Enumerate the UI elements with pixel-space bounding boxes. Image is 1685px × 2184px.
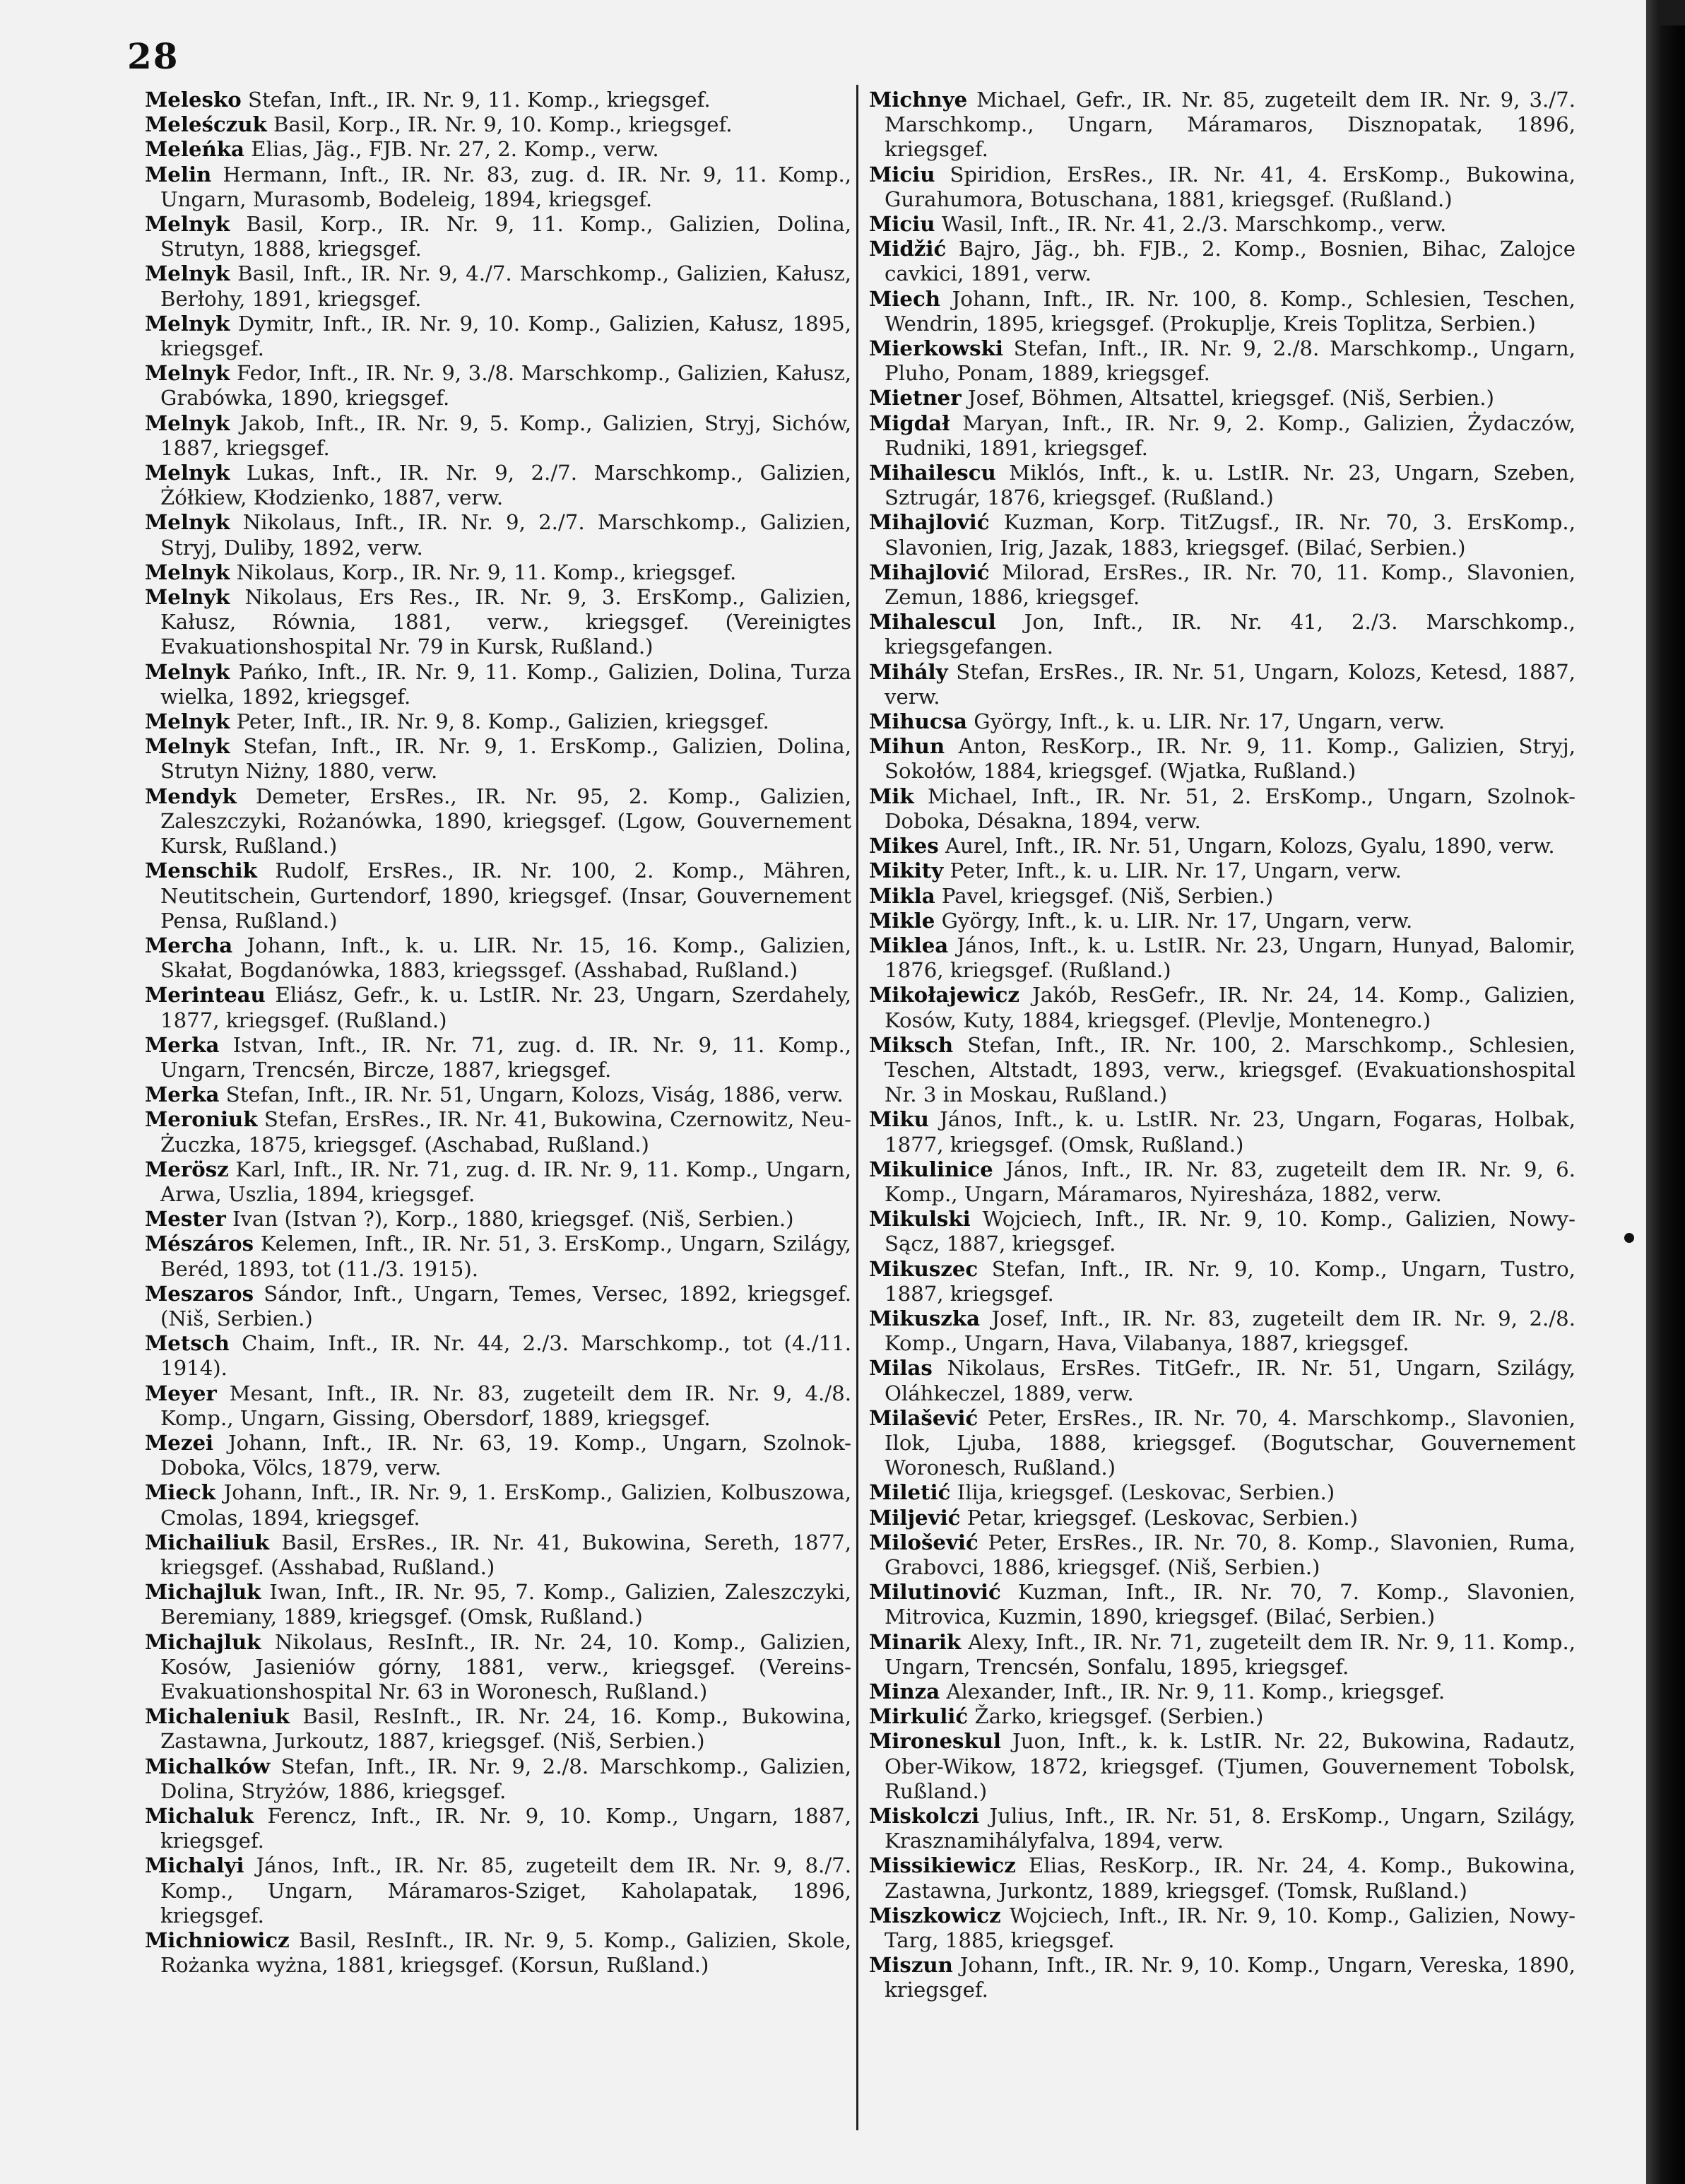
entry-surname: Michalyi [145,1853,244,1878]
entry-details: Maryan, Inft., IR. Nr. 9, 2. Komp., Galizien, Żydaczów, Rudniki, 1891, kriegsgef. [885,411,1576,460]
entry-surname: Mihucsa [869,709,967,734]
entry-surname: Mihun [869,734,945,759]
entry-details: Pańko, Inft., IR. Nr. 9, 11. Komp., Galizien, Dolina, Turza wielka, 1892, kriegsgef. [160,659,852,709]
entry-details: Karl, Inft., IR. Nr. 71, zug. d. IR. Nr. 9, 11. Komp., Ungarn, Arwa, Uszlia, 1894, kriegsgef. [160,1157,852,1206]
register-entry [869,1480,1575,1505]
entry-surname: Melnyk [145,411,230,435]
entry-details: Johann, Inft., IR. Nr. 63, 19. Komp., Ungarn, Szolnok-Doboka, Völcs, 1879, verw. [160,1430,852,1480]
page-number: 28 [127,35,179,77]
entry-details: Juon, Inft., k. k. LstIR. Nr. 22, Bukowina, Radautz, Ober-Wikow, 1872, kriegsgef. (Tjumen, Gouvernement Tobolsk, Rußland.) [885,1729,1576,1803]
entry-surname: Miskolczi [869,1804,980,1829]
register-entry [145,1853,851,1928]
entry-details: Wasil, Inft., IR. Nr. 41, 2./3. Marschkomp., verw. [941,212,1447,237]
entry-surname: Mészáros [145,1232,254,1256]
entry-surname: Mihalescul [869,610,996,634]
entry-surname: Metsch [145,1331,230,1356]
register-entry [145,361,851,411]
register-entry [145,1082,851,1107]
register-entry [869,884,1575,909]
register-entry [869,1157,1575,1207]
entry-details: Peter, Inft., k. u. LIR. Nr. 17, Ungarn, verw. [950,858,1402,883]
register-entry [869,287,1575,336]
register-entry [145,1232,851,1281]
register-entry [869,1804,1575,1853]
entry-details: Stefan, Inft., IR. Nr. 9, 2./8. Marschkomp., Ungarn, Pluho, Ponam, 1889, kriegsgef. [885,336,1575,386]
register-entry [145,112,851,137]
entry-details: Anton, ResKorp., IR. Nr. 9, 11. Komp., Galizien, Stryj, Sokołów, 1884, kriegsgef. (Wjatka, Rußland.) [885,734,1575,784]
entry-surname: Mik [869,784,914,808]
register-entry [869,1207,1575,1256]
register-entry [145,1480,851,1530]
entry-details: János, Inft., k. u. LstIR. Nr. 23, Ungarn, Fogaras, Holbak, 1877, kriegsgef. (Omsk, Rußland.) [885,1107,1575,1157]
register-entry [145,1928,851,1978]
entry-surname: Melnyk [145,461,230,485]
entry-details: Peter, Inft., IR. Nr. 9, 8. Komp., Galizien, kriegsgef. [236,709,769,734]
entry-details: Petar, kriegsgef. (Leskovac, Serbien.) [966,1505,1358,1530]
register-entry [145,1530,851,1580]
entry-surname: Michnye [869,88,968,112]
entry-surname: Melnyk [145,261,230,286]
entry-surname: Miksch [869,1032,954,1057]
entry-details: Johann, Inft., IR. Nr. 9, 10. Komp., Ungarn, Vereska, 1890, kriegsgef. [885,1953,1575,2002]
entry-surname: Milas [869,1356,933,1381]
entry-details: Ivan (Istvan ?), Korp., 1880, kriegsgef. (Niš, Serbien.) [232,1207,794,1232]
register-entry [145,510,851,560]
register-entry [869,660,1575,709]
entry-surname: Melnyk [145,361,230,386]
entry-details: Stefan, Inft., IR. Nr. 9, 10. Komp., Ungarn, Tustro, 1887, kriegsgef. [885,1256,1576,1306]
entry-details: Milorad, ErsRes., IR. Nr. 70, 11. Komp., Slavonien, Zemun, 1886, kriegsgef. [885,560,1575,610]
entry-details: Ferencz, Inft., IR. Nr. 9, 10. Komp., Ungarn, 1887, kriegsgef. [160,1804,851,1853]
entry-details: Elias, ResKorp., IR. Nr. 24, 4. Komp., Bukowina, Zastawna, Jurkontz, 1889, kriegsgef. (Tomsk, Rußland.) [885,1853,1576,1903]
entry-surname: Mikulinice [869,1157,993,1181]
entry-details: Nikolaus, ErsRes. TitGefr., IR. Nr. 51, Ungarn, Szilágy, Oláhkeczel, 1889, verw. [885,1356,1575,1405]
entry-details: Mesant, Inft., IR. Nr. 83, zugeteilt dem IR. Nr. 9, 4./8. Komp., Ungarn, Gissing, Obersdorf, 1889, kriegsgef. [160,1381,851,1430]
register-entry [869,237,1575,286]
register-entry [869,386,1575,411]
entry-details: János, Inft., k. u. LstIR. Nr. 23, Ungarn, Hunyad, Balomir, 1876, kriegsgef. (Rußland.) [885,933,1575,983]
register-entry [869,510,1575,560]
register-entry [869,1107,1575,1157]
register-entry [869,734,1575,784]
register-entry [145,137,851,162]
entry-details: Kelemen, Inft., IR. Nr. 51, 3. ErsKomp., Ungarn, Szilágy, Beréd, 1893, tot (11./3. 1915). [160,1232,852,1281]
entry-surname: Mikuszka [869,1306,980,1330]
register-entry [145,858,851,933]
entry-details: Wojciech, Inft., IR. Nr. 9, 10. Komp., Galizien, Nowy-Sącz, 1887, kriegsgef. [885,1207,1576,1256]
entry-surname: Merinteau [145,983,266,1008]
register-entry [145,660,851,709]
right-column [869,88,1575,2130]
entry-details: Stefan, Inft., IR. Nr. 100, 2. Marschkomp., Schlesien, Teschen, Altstadt, 1893, verw., kriegsgef. (Evakuationshospital Nr. 3 in Moskau, Rußland.) [885,1032,1575,1107]
entry-surname: Miciu [869,162,935,187]
entry-details: Žarko, kriegsgef. (Serbien.) [974,1704,1264,1729]
entry-surname: Midžić [869,237,947,261]
entry-surname: Michniowicz [145,1928,290,1953]
register-entry [145,312,851,361]
ink-speck [1624,1233,1634,1243]
entry-surname: Miech [869,286,940,311]
register-entry [869,709,1575,734]
entry-surname: Merösz [145,1157,229,1181]
entry-surname: Minarik [869,1629,962,1654]
entry-details: Pavel, kriegsgef. (Niš, Serbien.) [941,883,1274,908]
entry-details: Stefan, Inft., IR. Nr. 9, 1. ErsKomp., Galizien, Dolina, Strutyn Niżny, 1880, verw. [160,734,851,784]
entry-surname: Michailiuk [145,1530,270,1554]
entry-details: Basil, ResInft., IR. Nr. 9, 5. Komp., Galizien, Skole, Rożanka wyżna, 1881, kriegsgef. (Korsun, Rußland.) [160,1928,852,1978]
left-column [145,88,851,2130]
entry-details: Nikolaus, Inft., IR. Nr. 9, 2./7. Marschkomp., Galizien, Stryj, Duliby, 1892, verw. [160,510,851,560]
register-entry [869,212,1575,237]
register-entry [869,1953,1575,2002]
entry-surname: Mironeskul [869,1729,1001,1754]
register-entry [145,1207,851,1232]
entry-details: Josef, Böhmen, Altsattel, kriegsgef. (Niš, Serbien.) [967,386,1494,411]
entry-details: Jon, Inft., IR. Nr. 41, 2./3. Marschkomp., kriegsgefangen. [885,610,1576,659]
entry-surname: Melnyk [145,659,230,684]
entry-surname: Mester [145,1207,226,1232]
entry-details: Peter, ErsRes., IR. Nr. 70, 8. Komp., Slavonien, Ruma, Grabovci, 1886, kriegsgef. (Niš, Serbien.) [885,1530,1575,1579]
register-entry [145,1704,851,1754]
entry-details: Nikolaus, Ers Res., IR. Nr. 9, 3. ErsKomp., Galizien, Kałusz, Równia, 1881, verw., kriegsgef. (Vereinigtes Evakuationshospital Nr. 79 in Kursk, Rußland.) [160,585,852,659]
entry-details: Stefan, ErsRes., IR. Nr. 51, Ungarn, Kolozs, Ketesd, 1887, verw. [885,659,1576,709]
register-entry [869,610,1575,659]
entry-surname: Melnyk [145,311,230,336]
register-entry [145,88,851,112]
entry-details: Basil, Korp., IR. Nr. 9, 10. Komp., kriegsgef. [273,112,733,137]
entry-details: Michael, Inft., IR. Nr. 51, 2. ErsKomp., Ungarn, Szolnok-Doboka, Désakna, 1894, verw. [885,784,1575,833]
entry-surname: Mihailescu [869,461,996,485]
register-entry [869,858,1575,883]
register-entry [145,1431,851,1480]
entry-details: Dymitr, Inft., IR. Nr. 9, 10. Komp., Galizien, Kałusz, 1895, kriegsgef. [160,311,851,361]
entry-details: Basil, Korp., IR. Nr. 9, 11. Komp., Galizien, Dolina, Strutyn, 1888, kriegsgef. [160,212,851,261]
entry-surname: Michajluk [145,1580,261,1605]
entry-details: Jakob, Inft., IR. Nr. 9, 5. Komp., Galizien, Stryj, Sichów, 1887, kriegsgef. [160,411,852,460]
entry-details: Eliász, Gefr., k. u. LstIR. Nr. 23, Ungarn, Szerdahely, 1877, kriegsgef. (Rußland.) [160,983,851,1032]
entry-surname: Milošević [869,1530,979,1554]
entry-surname: Miku [869,1107,929,1132]
register-entry [145,585,851,660]
register-entry [869,336,1575,386]
register-entry [869,560,1575,610]
entry-surname: Meleśczuk [145,112,267,137]
entry-surname: Melnyk [145,585,230,610]
entry-details: Basil, ResInft., IR. Nr. 24, 16. Komp., Bukowina, Zastawna, Jurkoutz, 1887, kriegsgef. (Niš, Serbien.) [160,1704,851,1754]
entry-details: János, Inft., IR. Nr. 85, zugeteilt dem IR. Nr. 9, 8./7. Komp., Ungarn, Máramaros-Sziget, Kaholapatak, 1896, kriegsgef. [160,1853,852,1928]
scan-border [1646,0,1685,2184]
register-entry [145,560,851,585]
register-entry [869,1506,1575,1530]
entry-surname: Mietner [869,386,962,411]
entry-surname: Meleńka [145,137,244,162]
register-entry [145,983,851,1032]
entry-surname: Mihajlović [869,510,990,535]
entry-surname: Milašević [869,1405,979,1430]
entry-surname: Melnyk [145,560,230,584]
entry-details: Johann, Inft., IR. Nr. 100, 8. Komp., Schlesien, Teschen, Wendrin, 1895, kriegsgef. (Prokuplje, Kreis Toplitza, Serbien.) [885,286,1576,336]
entry-surname: Melesko [145,88,242,112]
register-entry [869,784,1575,834]
entry-surname: Miljević [869,1505,961,1530]
entry-details: Miklós, Inft., k. u. LstIR. Nr. 23, Ungarn, Szeben, Sztrugár, 1876, kriegsgef. (Rußland.) [885,461,1575,510]
entry-surname: Miszkowicz [869,1903,1001,1928]
column-divider [856,85,858,2130]
entry-surname: Mierkowski [869,336,1003,361]
entry-surname: Michajluk [145,1629,261,1654]
register-entry [145,1804,851,1853]
entry-details: Chaim, Inft., IR. Nr. 44, 2./3. Marschkomp., tot (4./11. 1914). [160,1331,851,1381]
entry-details: Kuzman, Korp. TitZugsf., IR. Nr. 70, 3. ErsKomp., Slavonien, Irig, Jazak, 1883, kriegsgef. (Bilać, Serbien.) [885,510,1575,560]
entry-details: Michael, Gefr., IR. Nr. 85, zugeteilt dem IR. Nr. 9, 3./7. Marschkomp., Ungarn, Máramaros, Disznopatak, 1896, kriegsgef. [885,88,1576,162]
entry-details: Stefan, ErsRes., IR. Nr. 41, Bukowina, Czernowitz, Neu-Żuczka, 1875, kriegsgef. (Aschabad, Rußland.) [160,1107,851,1157]
register-entry [869,1729,1575,1804]
entry-surname: Mikla [869,883,935,908]
register-entry [869,163,1575,212]
register-entry [869,1530,1575,1580]
entry-surname: Mieck [145,1480,215,1505]
entry-surname: Miklea [869,933,949,957]
register-entry [145,1331,851,1381]
entry-surname: Melin [145,162,212,187]
entry-surname: Miletić [869,1480,951,1505]
entry-details: Lukas, Inft., IR. Nr. 9, 2./7. Marschkomp., Galizien, Żółkiew, Kłodzienko, 1887, verw. [160,461,851,510]
entry-details: Alexander, Inft., IR. Nr. 9, 11. Komp., kriegsgef. [946,1680,1445,1704]
register-entry [145,784,851,859]
register-entry [869,933,1575,983]
entry-details: Stefan, Inft., IR. Nr. 9, 2./8. Marschkomp., Galizien, Dolina, Stryżów, 1886, kriegsgef. [160,1754,851,1803]
register-entry [869,1580,1575,1629]
entry-surname: Mikulski [869,1207,971,1232]
register-entry [145,261,851,311]
register-entry [869,1306,1575,1356]
entry-details: Stefan, Inft., IR. Nr. 51, Ungarn, Kolozs, Viság, 1886, verw. [225,1082,844,1107]
register-entry [145,411,851,461]
register-entry [869,1033,1575,1108]
entry-surname: Melnyk [145,510,230,535]
entry-details: János, Inft., IR. Nr. 83, zugeteilt dem IR. Nr. 9, 6. Komp., Ungarn, Máramaros, Nyiresháza, 1882, verw. [885,1157,1575,1206]
entry-surname: Mercha [145,933,233,957]
entry-surname: Melnyk [145,212,230,237]
scan-border-corner [1658,0,1685,25]
register-entry [145,709,851,734]
register-entry [145,1107,851,1157]
register-entry [869,1853,1575,1903]
entry-surname: Migdał [869,411,950,435]
entry-surname: Melnyk [145,734,230,759]
entry-details: Elias, Jäg., FJB. Nr. 27, 2. Komp., verw. [251,137,659,162]
entry-surname: Miciu [869,212,935,237]
entry-details: Alexy, Inft., IR. Nr. 71, zugeteilt dem IR. Nr. 9, 11. Komp., Ungarn, Trencsén, Sonfalu, 1895, kriegsgef. [885,1629,1575,1679]
register-entry [145,212,851,261]
entry-surname: Michalków [145,1754,271,1778]
entry-details: Ilija, kriegsgef. (Leskovac, Serbien.) [957,1480,1335,1505]
entry-details: Aurel, Inft., IR. Nr. 51, Ungarn, Kolozs, Gyalu, 1890, verw. [945,834,1555,858]
entry-details: Fedor, Inft., IR. Nr. 9, 3./8. Marschkomp., Galizien, Kałusz, Grabówka, 1890, kriegsgef. [160,361,851,411]
register-entry [145,1580,851,1629]
entry-details: Rudolf, ErsRes., IR. Nr. 100, 2. Komp., Mähren, Neutitschein, Gurtendorf, 1890, kriegsgef. (Insar, Gouvernement Pensa, Rußland.) [160,858,852,933]
entry-surname: Menschik [145,858,257,883]
entry-surname: Merka [145,1032,220,1057]
entry-details: Basil, Inft., IR. Nr. 9, 4./7. Marschkomp., Galizien, Kałusz, Berłohy, 1891, kriegsgef. [160,261,852,311]
entry-details: Johann, Inft., IR. Nr. 9, 1. ErsKomp., Galizien, Kolbuszowa, Cmolas, 1894, kriegsgef. [160,1480,851,1530]
entry-details: Sándor, Inft., Ungarn, Temes, Versec, 1892, kriegsgef. (Niš, Serbien.) [160,1281,851,1330]
entry-surname: Milutinović [869,1580,1001,1605]
register-entry [145,734,851,784]
entry-details: Jakób, ResGefr., IR. Nr. 24, 14. Komp., Galizien, Kosów, Kuty, 1884, kriegsgef. (Plevlje, Montenegro.) [885,983,1576,1032]
entry-details: Iwan, Inft., IR. Nr. 95, 7. Komp., Galizien, Zaleszczyki, Beremiany, 1889, kriegsgef. (Omsk, Rußland.) [160,1580,852,1629]
register-entry [145,163,851,212]
entry-surname: Mihály [869,659,948,684]
entry-details: Johann, Inft., k. u. LIR. Nr. 15, 16. Komp., Galizien, Skałat, Bogdanówka, 1883, kriegssgef. (Asshabad, Rußland.) [160,933,852,983]
register-entry [145,1630,851,1705]
entry-surname: Meyer [145,1381,217,1405]
register-entry [145,1157,851,1207]
register-entry [145,1381,851,1431]
entry-details: Nikolaus, ResInft., IR. Nr. 24, 10. Komp., Galizien, Kosów, Jasieniów górny, 1881, verw., kriegsgef. (Vereins-Evakuationshospital Nr. 63 in Woronesch, Rußland.) [160,1629,852,1704]
register-entry [869,1680,1575,1704]
entry-surname: Mikes [869,834,939,858]
entry-details: Spiridion, ErsRes., IR. Nr. 41, 4. ErsKomp., Bukowina, Gurahumora, Botuschana, 1881, kriegsgef. (Rußland.) [885,162,1575,211]
entry-details: Kuzman, Inft., IR. Nr. 70, 7. Komp., Slavonien, Mitrovica, Kuzmin, 1890, kriegsgef. (Bilać, Serbien.) [885,1580,1576,1629]
register-entry [869,411,1575,461]
entry-surname: Meroniuk [145,1107,258,1132]
register-entry [145,1033,851,1082]
entry-details: György, Inft., k. u. LIR. Nr. 17, Ungarn, verw. [941,908,1413,933]
entry-surname: Missikiewicz [869,1853,1016,1878]
register-entry [869,1704,1575,1729]
entry-details: Basil, ErsRes., IR. Nr. 41, Bukowina, Sereth, 1877, kriegsgef. (Asshabad, Rußland.) [160,1530,852,1579]
register-entry [869,909,1575,933]
register-entry [869,1356,1575,1405]
entry-details: Peter, ErsRes., IR. Nr. 70, 4. Marschkomp., Slavonien, Ilok, Ljuba, 1888, kriegsgef. (Bogutschar, Gouvernement Woronesch, Rußland.) [885,1405,1576,1480]
entry-details: Bajro, Jäg., bh. FJB., 2. Komp., Bosnien, Bihac, Zalojce cavkici, 1891, verw. [885,237,1575,286]
register-entry [145,1754,851,1804]
entry-surname: Mendyk [145,784,237,808]
entry-details: Nikolaus, Korp., IR. Nr. 9, 11. Komp., kriegsgef. [236,560,737,584]
entry-surname: Michaleniuk [145,1704,290,1729]
entry-details: Josef, Inft., IR. Nr. 83, zugeteilt dem IR. Nr. 9, 2./8. Komp., Ungarn, Hava, Vilabanya, 1887, kriegsgef. [885,1306,1575,1356]
entry-surname: Mikołajewicz [869,983,1019,1008]
register-entry [869,983,1575,1032]
register-entry [869,1630,1575,1680]
register-entry [869,88,1575,163]
entry-surname: Mihajlović [869,560,990,584]
register-entry [869,834,1575,858]
register-entry [869,1903,1575,1953]
entry-surname: Meszaros [145,1281,254,1306]
entry-surname: Mirkulić [869,1704,969,1729]
entry-details: Demeter, ErsRes., IR. Nr. 95, 2. Komp., Galizien, Zaleszczyki, Rożanówka, 1890, kriegsgef. (Lgow, Gouvernement Kursk, Rußland.) [160,784,852,858]
entry-surname: Mikle [869,908,935,933]
entry-surname: Michaluk [145,1804,254,1829]
entry-surname: Miszun [869,1953,953,1978]
entry-surname: Minza [869,1680,940,1704]
register-entry [869,461,1575,510]
entry-surname: Melnyk [145,709,230,734]
entry-surname: Mezei [145,1430,214,1455]
entry-details: Hermann, Inft., IR. Nr. 83, zug. d. IR. Nr. 9, 11. Komp., Ungarn, Murasomb, Bodeleig, 1894, kriegsgef. [160,162,851,211]
register-entry [869,1257,1575,1306]
entry-surname: Mikity [869,858,944,883]
register-entry [145,933,851,983]
register-entry [145,461,851,510]
register-entry [145,1282,851,1331]
entry-details: Stefan, Inft., IR. Nr. 9, 11. Komp., kriegsgef. [247,88,711,112]
entry-details: Istvan, Inft., IR. Nr. 71, zug. d. IR. Nr. 9, 11. Komp., Ungarn, Trencsén, Bircze, 1887, kriegsgef. [160,1032,851,1082]
entry-details: Wojciech, Inft., IR. Nr. 9, 10. Komp., Galizien, Nowy-Targ, 1885, kriegsgef. [885,1903,1576,1953]
entry-details: Julius, Inft., IR. Nr. 51, 8. ErsKomp., Ungarn, Szilágy, Krasznamihályfalva, 1894, verw. [885,1804,1576,1853]
register-entry [869,1406,1575,1481]
entry-surname: Mikuszec [869,1256,979,1281]
entry-details: György, Inft., k. u. LIR. Nr. 17, Ungarn, verw. [974,709,1445,734]
entry-surname: Merka [145,1082,220,1107]
